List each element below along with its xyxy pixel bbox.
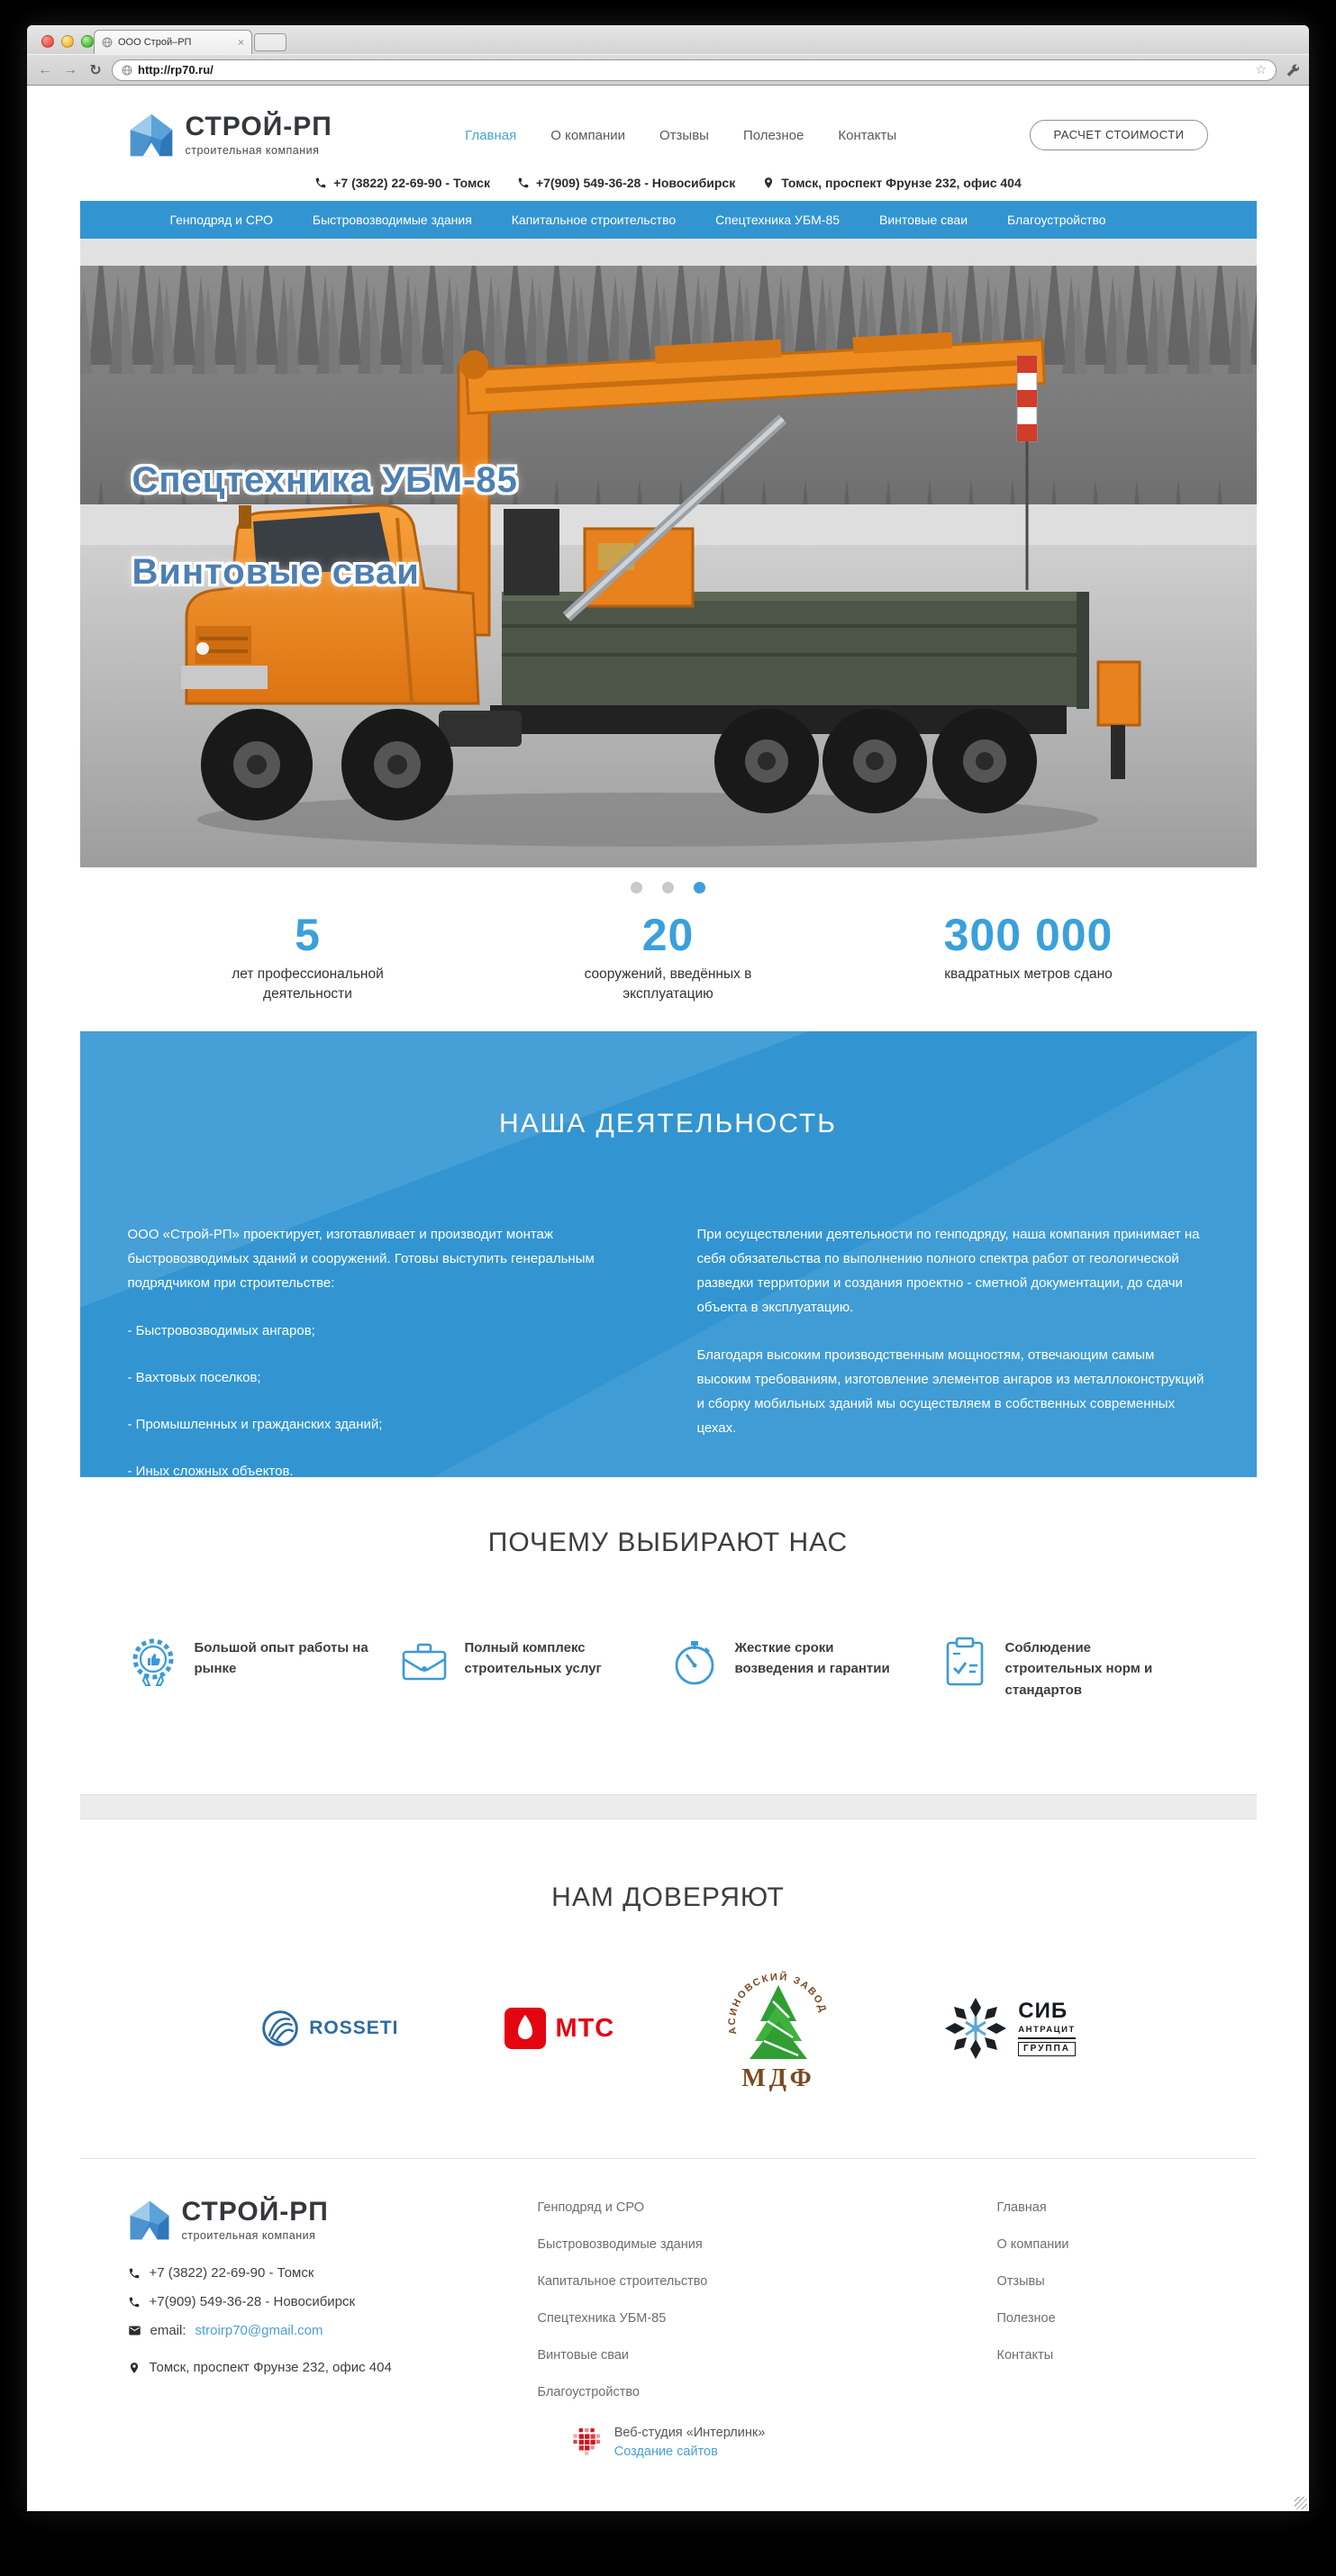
header-contacts [80, 168, 1257, 197]
nav-useful[interactable]: Полезное [742, 127, 804, 143]
footer-link-svai[interactable]: Винтовые сваи [537, 2348, 629, 2363]
site-wrapper [80, 86, 1257, 2511]
brand-mdf [721, 1965, 836, 2091]
bookmark-star-icon[interactable]: ☆ [1255, 62, 1267, 77]
site-footer [80, 2158, 1257, 2511]
footer-logo-subtitle: строительная компания [181, 2229, 316, 2242]
activity-list-item: - Промышленных и гражданских зданий; [127, 1417, 383, 1432]
trust-section [80, 1819, 1257, 2158]
footer-link-kapital[interactable]: Капитальное строительство [537, 2274, 708, 2289]
globe-url-icon [122, 65, 132, 76]
activity-title: НАША ДЕЯТЕЛЬНОСТЬ [499, 1109, 837, 1138]
feature-full-service: Полный комплекс строительных услуг [398, 1636, 668, 1701]
why-section [80, 1477, 1257, 1794]
phone-icon [128, 2267, 141, 2280]
menu-blago[interactable]: Благоустройство [1007, 213, 1106, 227]
activity-intro: ООО «Строй-РП» проектирует, изготавливает и производит монтаж быстровозводимых зданий и сооружений. Готовы выступить генеральным подрядчиком при строительстве: [127, 1227, 595, 1291]
footer-link-about[interactable]: О компании [996, 2237, 1069, 2252]
footer-services-links [538, 2200, 708, 2422]
site-header [80, 86, 1257, 201]
logo-house-icon [128, 2199, 171, 2242]
nav-reviews[interactable]: Отзывы [659, 127, 709, 143]
sib-logo-text3: ГРУППА [1018, 2042, 1075, 2056]
window-resize-grip[interactable] [1295, 2497, 1307, 2509]
activity-paragraph: Благодаря высоким производственным мощностям, отвечающим самым высоким требованиям, изготовление элементов ангаров из металлоконструкций и сборку мобильных зданий мы осуществляем в собственных современных цехах. [696, 1347, 1204, 1436]
footer-link-blago[interactable]: Благоустройство [537, 2385, 640, 2399]
sib-logo-text: СИБ [1018, 1999, 1068, 2024]
webstudio-credit [571, 2426, 766, 2459]
sib-logo-icon [942, 1995, 1009, 2062]
footer-link-home[interactable]: Главная [996, 2200, 1047, 2215]
footer-link-contacts[interactable]: Контакты [996, 2348, 1054, 2363]
hero-title-line1: Спецтехника УБМ-85 [132, 460, 518, 500]
interlink-logo-icon [571, 2427, 602, 2458]
why-title: ПОЧЕМУ ВЫБИРАЮТ НАС [487, 1528, 849, 1557]
location-pin-icon [128, 2362, 141, 2374]
brand-mts [504, 2008, 614, 2049]
stopwatch-icon [668, 1636, 721, 1688]
nav-about[interactable]: О компании [550, 127, 625, 143]
menu-bystro[interactable]: Быстровозводимые здания [312, 213, 472, 227]
browser-tab[interactable] [94, 30, 252, 54]
credit-site-creation-link[interactable]: Создание сайтов [613, 2444, 718, 2459]
activity-list-item: - Иных сложных объектов. [127, 1464, 294, 1477]
phone-icon [314, 177, 327, 189]
sib-logo-text2: АНТРАЦИТ [1018, 2026, 1075, 2039]
footer-logo-title: СТРОЙ-РП [181, 2197, 329, 2227]
brand-rosseti [260, 2009, 398, 2048]
footer-email: email: stroirp70@gmail.com [128, 2323, 392, 2338]
activity-list-item: - Вахтовых поселков; [127, 1370, 261, 1385]
browser-window [27, 25, 1309, 2511]
menu-kapital[interactable]: Капитальное строительство [511, 213, 677, 227]
envelope-icon [128, 2324, 141, 2337]
rosseti-logo-text: ROSSETI [309, 2018, 399, 2038]
mts-logo-text: МТС [555, 2013, 615, 2043]
mdf-arc-text: АСИНОВСКИЙ ЗАВОД [727, 1972, 829, 2036]
stat-years: 5 лет профессиональной деятельности [232, 910, 384, 1002]
nav-home[interactable]: Главная [465, 127, 517, 143]
minimize-window-button[interactable] [61, 35, 74, 48]
footer-link-genpodryad[interactable]: Генподряд и СРО [537, 2200, 644, 2215]
section-divider-band [80, 1794, 1257, 1819]
activity-paragraph: При осуществлении деятельности по генподряду, наша компания принимает на себя обязательства по выполнению полного спектра работ от геологической разведки территории и создания проектно - сметной документации, до сдачи объекта в эксплуатацию. [696, 1227, 1200, 1315]
zoom-window-button[interactable] [81, 35, 94, 48]
feature-experience: Большой опыт работы на рынке [128, 1636, 398, 1701]
phone-tomsk: +7 (3822) 22-69-90 - Томск [314, 176, 490, 190]
mdf-logo-text: МДФ [741, 2064, 815, 2091]
award-badge-icon [128, 1636, 180, 1688]
activity-section [80, 1031, 1257, 1477]
hero-slider [80, 239, 1257, 867]
trust-title: НАМ ДОВЕРЯЮТ [551, 1882, 785, 1912]
address-bar[interactable] [112, 59, 1277, 81]
footer-link-useful[interactable]: Полезное [996, 2311, 1056, 2326]
url-text: http://rp70.ru/ [138, 63, 214, 77]
footer-address: Томск, проспект Фрунзе 232, офис 404 [128, 2360, 392, 2375]
briefcase-icon [398, 1636, 450, 1688]
activity-left-column [128, 1222, 640, 1477]
browser-toolbar [27, 54, 1309, 85]
stats-section [80, 867, 1257, 1031]
logo-house-icon [128, 112, 175, 159]
close-window-button[interactable] [41, 35, 54, 48]
footer-link-spectehnika[interactable]: Спецтехника УБМ-85 [537, 2311, 667, 2326]
reload-button[interactable]: ↻ [89, 62, 102, 78]
feature-deadlines: Жесткие сроки возведения и гарантии [668, 1636, 939, 1701]
globe-favicon-icon [102, 37, 113, 48]
footer-email-link[interactable]: stroirp70@gmail.com [195, 2323, 323, 2338]
browser-chrome [27, 25, 1309, 86]
activity-list-item: - Быстровозводимых ангаров; [127, 1323, 315, 1338]
phone-novosibirsk: +7(909) 549-36-28 - Новосибирск [517, 176, 735, 190]
cost-calc-button[interactable]: РАСЧЕТ СТОИМОСТИ [1030, 120, 1209, 150]
feature-standards: Соблюдение строительных норм и стандартов [939, 1636, 1209, 1701]
activity-right-column [697, 1222, 1209, 1477]
services-menu-bar [80, 201, 1257, 239]
main-nav [465, 128, 896, 143]
location-pin-icon [762, 177, 775, 189]
nav-contacts[interactable]: Контакты [838, 127, 897, 143]
mts-logo-icon [504, 2008, 546, 2049]
footer-logo[interactable] [128, 2199, 392, 2242]
window-controls [41, 35, 94, 48]
logo-title: СТРОЙ-РП [185, 112, 332, 141]
stat-sqmeters: 300 000 квадратных метров сдано [943, 910, 1113, 982]
header-address: Томск, проспект Фрунзе 232, офис 404 [762, 176, 1022, 190]
stat-buildings: 20 сооружений, введённых в эксплуатацию [584, 910, 752, 1002]
site-logo[interactable] [128, 112, 332, 159]
logo-subtitle: строительная компания [185, 144, 320, 157]
brand-sib-anthracite [942, 1995, 1075, 2062]
menu-spectehnika[interactable]: Спецтехника УБМ-85 [715, 213, 841, 227]
tab-strip [27, 25, 1309, 54]
new-tab-button[interactable] [254, 33, 286, 51]
credit-studio-name: Веб-студия «Интерлинк» [613, 2426, 766, 2440]
footer-nav-links [997, 2200, 1069, 2385]
tab-title: ООО Строй–РП [118, 37, 192, 48]
back-button[interactable]: ← [38, 61, 52, 77]
footer-phone-novosibirsk: +7(909) 549-36-28 - Новосибирск [128, 2294, 392, 2309]
footer-link-reviews[interactable]: Отзывы [996, 2274, 1045, 2289]
phone-icon [517, 177, 530, 189]
page-viewport [27, 86, 1309, 2511]
clipboard-check-icon [939, 1636, 991, 1688]
menu-svai[interactable]: Винтовые сваи [879, 213, 968, 227]
wrench-menu-icon[interactable] [1284, 62, 1300, 78]
tab-close-icon[interactable]: × [237, 36, 244, 49]
phone-icon [128, 2296, 141, 2308]
footer-link-bystro[interactable]: Быстровозводимые здания [537, 2237, 703, 2252]
forward-button[interactable]: → [63, 61, 77, 77]
menu-genpodryad[interactable]: Генподряд и СРО [169, 213, 273, 227]
rosseti-logo-icon [260, 2009, 300, 2048]
footer-phone-tomsk: +7 (3822) 22-69-90 - Томск [128, 2265, 392, 2281]
mdf-logo-icon [721, 1965, 836, 2091]
hero-title-line2: Винтовые сваи [132, 552, 420, 592]
